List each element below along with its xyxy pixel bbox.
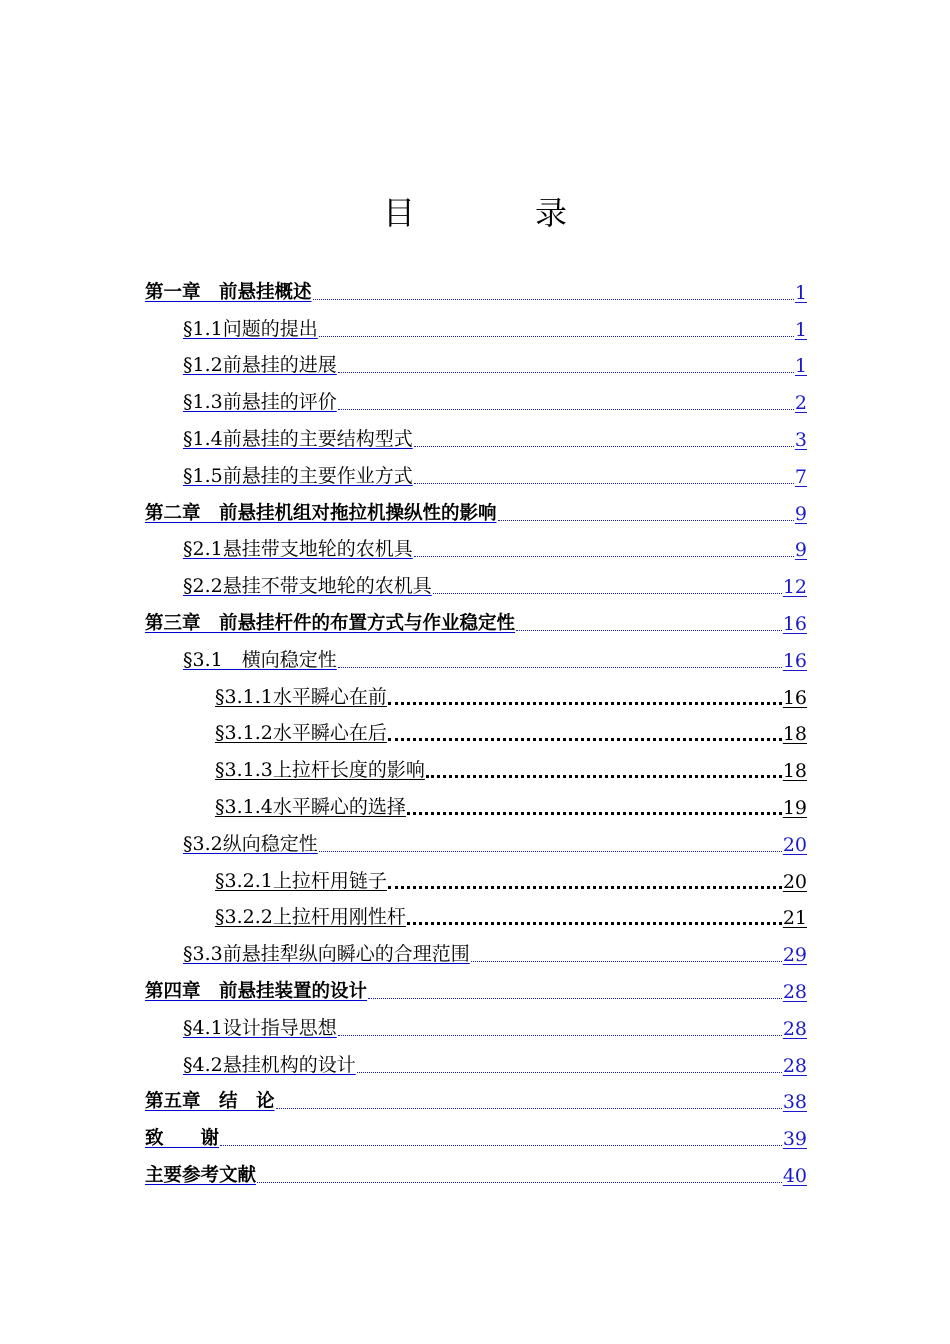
toc-page-number[interactable]: 39 [782, 1128, 807, 1151]
page-title: 目 录 [382, 194, 611, 232]
toc-entry[interactable] [145, 751, 807, 788]
toc-page-number[interactable]: 29 [782, 944, 807, 967]
toc-page-number[interactable]: 9 [794, 539, 807, 562]
dot-leader [407, 922, 782, 925]
toc-entry-label: §1.3前悬挂的评价 [183, 391, 337, 414]
dot-leader [257, 1182, 782, 1183]
toc-entry[interactable] [145, 1119, 807, 1156]
toc-entry-label: §1.5前悬挂的主要作业方式 [183, 464, 413, 487]
toc-entry-label: 第三章 前悬挂杆件的布置方式与作业稳定性 [145, 612, 516, 634]
dot-leader [498, 520, 794, 521]
toc-entry-label: 第四章 前悬挂装置的设计 [145, 980, 368, 1002]
dot-leader [313, 299, 794, 300]
toc-entry[interactable] [145, 273, 807, 310]
toc-entry-label: §2.2悬挂不带支地轮的农机具 [183, 575, 432, 598]
toc-entry-label: 致 谢 [145, 1128, 220, 1150]
toc-entry[interactable] [145, 825, 807, 862]
toc-entry[interactable] [145, 383, 807, 420]
toc-page-number[interactable]: 18 [782, 760, 807, 783]
toc-entry-label: 第二章 前悬挂机组对拖拉机操纵性的影响 [145, 502, 497, 524]
toc-entry-label: §4.2悬挂机构的设计 [183, 1053, 356, 1076]
toc-page-number[interactable]: 18 [782, 723, 807, 746]
toc-entry[interactable] [145, 457, 807, 494]
toc-entry-label: 主要参考文献 [145, 1164, 257, 1186]
toc-entry[interactable] [145, 310, 807, 347]
dot-leader [276, 1108, 782, 1109]
toc-entry[interactable] [145, 641, 807, 678]
toc-entry-label: §3.1.1水平瞬心在前 [215, 685, 387, 708]
dot-leader [426, 775, 782, 778]
toc-entry[interactable] [145, 899, 807, 936]
toc-entry-label: §1.2前悬挂的进展 [183, 354, 337, 377]
toc-entry-label: 第五章 结 论 [145, 1091, 275, 1113]
dot-leader [407, 812, 782, 815]
dot-leader [220, 1145, 782, 1146]
dot-leader [414, 556, 794, 557]
toc-page-number[interactable]: 3 [794, 428, 807, 451]
toc-page-number[interactable]: 2 [794, 392, 807, 415]
dot-leader [516, 630, 782, 631]
toc-page-number[interactable]: 21 [782, 907, 807, 930]
toc-page-number[interactable]: 7 [794, 465, 807, 488]
toc-entry[interactable] [145, 1156, 807, 1193]
toc-entry[interactable] [145, 1083, 807, 1120]
toc-entry-label: 第一章 前悬挂概述 [145, 281, 312, 303]
toc-entry[interactable] [145, 531, 807, 568]
toc-entry[interactable] [145, 420, 807, 457]
toc-page-number[interactable]: 19 [782, 796, 807, 819]
toc-page-number[interactable]: 1 [794, 281, 807, 304]
toc-entry[interactable] [145, 604, 807, 641]
dot-leader [388, 886, 782, 889]
toc-page-number[interactable]: 16 [782, 612, 807, 635]
toc-entry-label: §3.2.2上拉杆用刚性杆 [215, 906, 406, 929]
dot-leader [388, 738, 782, 741]
toc-entry-label: §2.1悬挂带支地轮的农机具 [183, 538, 413, 561]
dot-leader [357, 1072, 782, 1073]
toc-entry[interactable] [145, 972, 807, 1009]
toc-page-number[interactable]: 20 [782, 833, 807, 856]
toc-entry[interactable] [145, 567, 807, 604]
toc-entry-label: §3.1.3上拉杆长度的影响 [215, 759, 425, 782]
toc-page-number[interactable]: 28 [782, 1054, 807, 1077]
toc-entry[interactable] [145, 788, 807, 825]
toc-entry-label: §4.1设计指导思想 [183, 1016, 337, 1039]
toc-entry-label: §3.1.4水平瞬心的选择 [215, 795, 406, 818]
dot-leader [414, 446, 794, 447]
dot-leader [338, 372, 794, 373]
toc-page-number[interactable]: 16 [782, 649, 807, 672]
toc-entry[interactable] [145, 1009, 807, 1046]
toc-entry[interactable] [145, 347, 807, 384]
toc-page-number[interactable]: 28 [782, 1017, 807, 1040]
toc-entry-label: §1.1问题的提出 [183, 317, 318, 340]
toc-entry-label: §3.1.2水平瞬心在后 [215, 722, 387, 745]
dot-leader [471, 961, 782, 962]
dot-leader [319, 336, 794, 337]
dot-leader [338, 667, 782, 668]
toc-page-number[interactable]: 1 [794, 355, 807, 378]
dot-leader [338, 1035, 782, 1036]
dot-leader [388, 702, 782, 705]
toc-entry[interactable] [145, 715, 807, 752]
table-of-contents [145, 273, 807, 1193]
toc-page-number[interactable]: 9 [794, 502, 807, 525]
toc-entry-label: §3.3前悬挂犁纵向瞬心的合理范围 [183, 943, 470, 966]
dot-leader [338, 409, 794, 410]
toc-entry[interactable] [145, 494, 807, 531]
toc-entry-label: §3.1 横向稳定性 [183, 648, 337, 671]
toc-page-number[interactable]: 16 [782, 686, 807, 709]
toc-entry[interactable] [145, 678, 807, 715]
toc-entry-label: §3.2纵向稳定性 [183, 832, 318, 855]
dot-leader [319, 851, 782, 852]
dot-leader [368, 998, 782, 999]
toc-page-number[interactable]: 12 [782, 576, 807, 599]
toc-entry-label: §3.2.1上拉杆用链子 [215, 869, 387, 892]
toc-page-number[interactable]: 20 [782, 870, 807, 893]
dot-leader [414, 483, 794, 484]
toc-page-number[interactable]: 28 [782, 980, 807, 1003]
toc-page-number[interactable]: 1 [794, 318, 807, 341]
toc-page-number[interactable]: 40 [782, 1164, 807, 1187]
toc-entry-label: §1.4前悬挂的主要结构型式 [183, 427, 413, 450]
dot-leader [433, 593, 782, 594]
toc-entry[interactable] [145, 862, 807, 899]
toc-entry[interactable] [145, 935, 807, 972]
toc-entry[interactable] [145, 1046, 807, 1083]
toc-page-number[interactable]: 38 [782, 1091, 807, 1114]
